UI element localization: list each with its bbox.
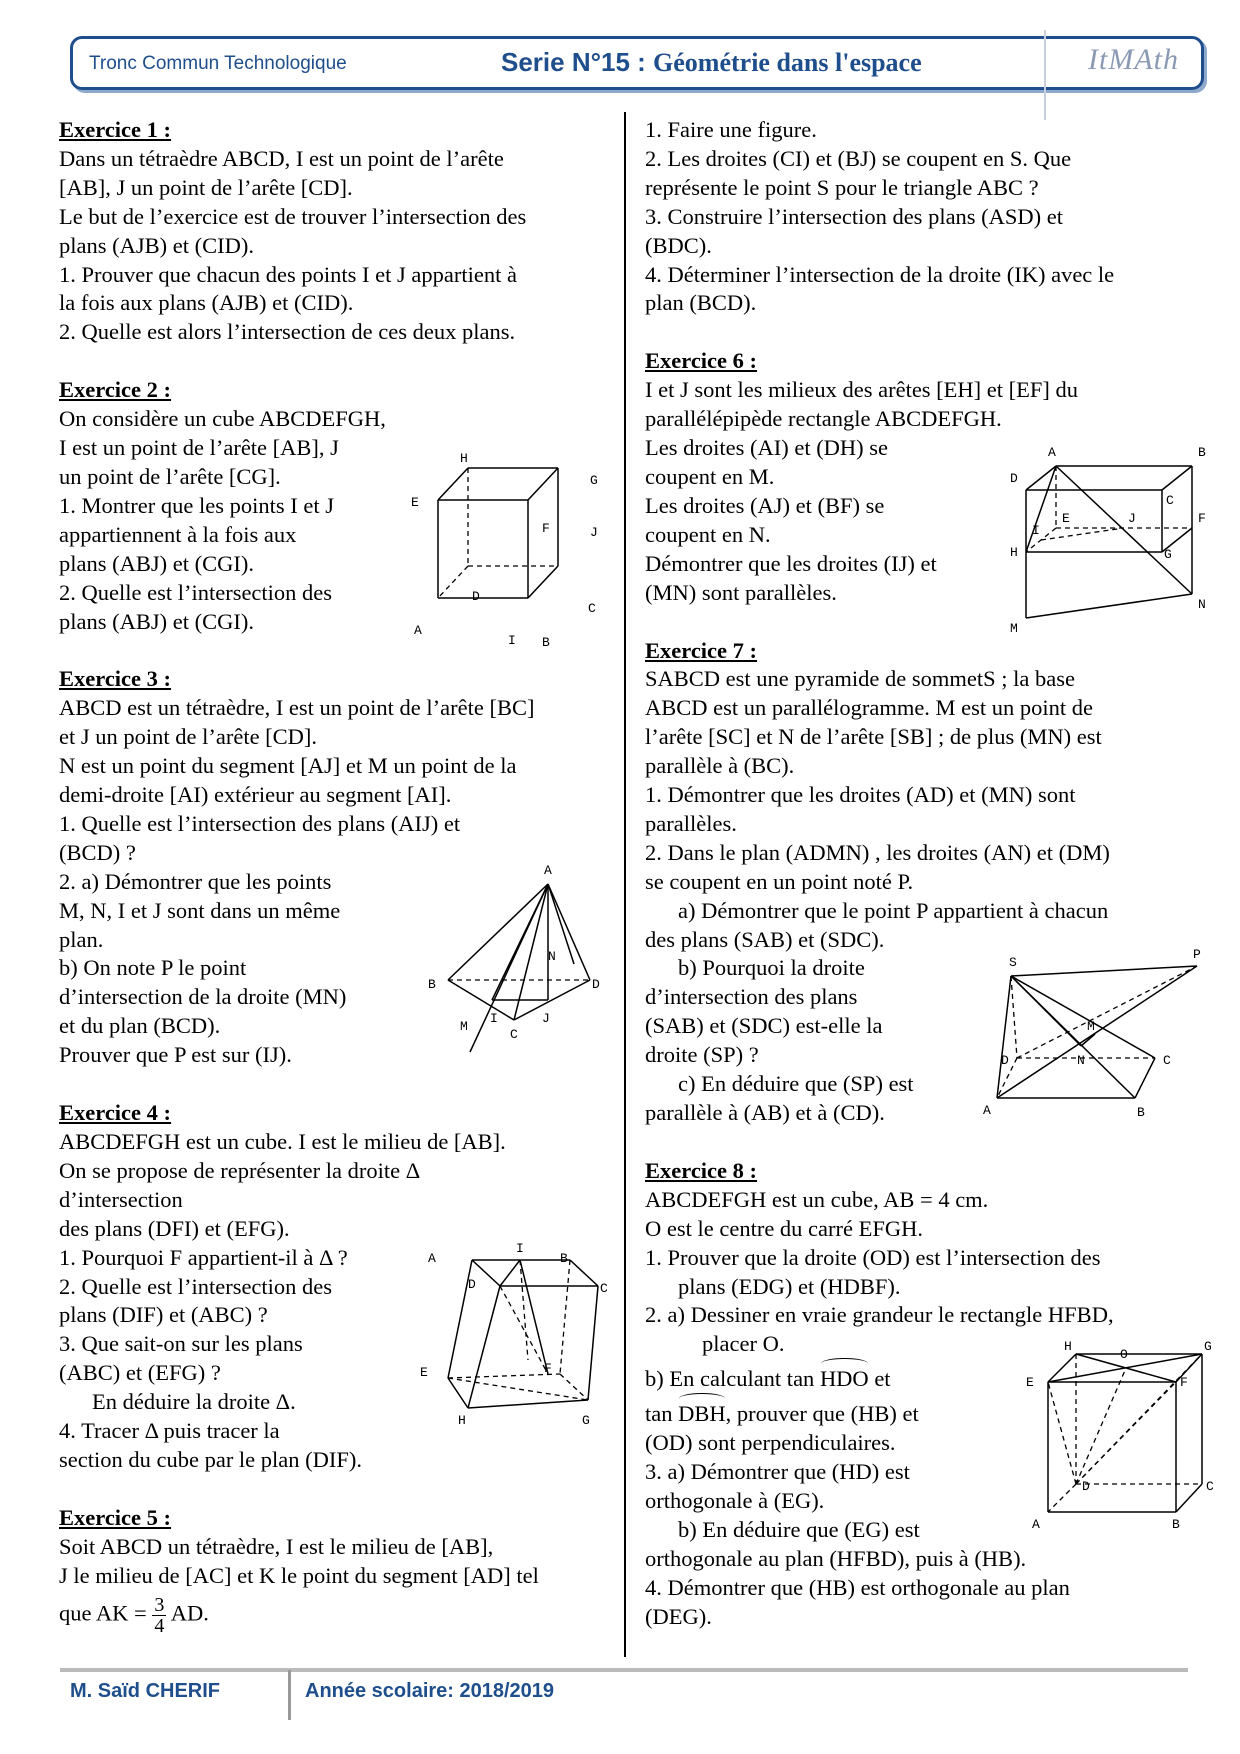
ex5-fraction: [152, 1595, 166, 1636]
ex3-line: Prouver que P est sur (IJ).: [59, 1042, 292, 1068]
ex8-cube-figure: [1020, 1340, 1220, 1540]
ex8-tan-prefix: tan: [645, 1401, 679, 1427]
label-h: H: [1010, 545, 1018, 560]
series-topic: Géométrie dans l'espace: [653, 48, 922, 77]
ex3-line: b) On note P le point: [59, 955, 247, 981]
label-f: F: [1198, 511, 1206, 526]
ex4-line: ABCDEFGH est un cube. I est le milieu de [AB].: [59, 1129, 506, 1154]
ex6-title: Exercice 6 :: [645, 348, 758, 374]
ex8-b-suffix: et: [868, 1366, 891, 1392]
label-d: D: [1082, 1479, 1090, 1494]
label-s: S: [1009, 955, 1017, 970]
ex5-line: Soit ABCD un tétraèdre, I est le milieu de [AB],: [59, 1533, 494, 1559]
ex3-line: (BCD) ?: [59, 839, 136, 865]
footer-separator: [288, 1670, 291, 1720]
ex4-line: (ABC) et (EFG) ?: [59, 1360, 221, 1386]
label-g: G: [1204, 1340, 1212, 1354]
ex5-cont-line: 4. Déterminer l’intersection de la droite (IK) avec le: [645, 261, 1115, 287]
label-a: A: [414, 623, 422, 638]
ex8-angle-dbh: DBH: [678, 1400, 726, 1429]
ex2-line: plans (ABJ) et (CGI).: [59, 550, 254, 576]
label-c: C: [1206, 1479, 1214, 1494]
ex7-line: SABCD est une pyramide de sommetS ; la base: [645, 666, 1075, 692]
ex3-title: Exercice 3 :: [59, 666, 172, 692]
ex4-line: 1. Pourquoi F appartient-il à Δ ?: [59, 1244, 348, 1270]
ex3-tetrahedron-figure: [420, 852, 620, 1062]
ex4-line: plans (DIF) et (ABC) ?: [59, 1302, 268, 1328]
ex3-line: d’intersection de la droite (MN): [59, 984, 347, 1010]
label-h: H: [458, 1413, 466, 1428]
ex7-c1: c) En déduire que (SP) est: [678, 1071, 914, 1097]
ex3-line: M, N, I et J sont dans un même: [59, 897, 341, 923]
ex5-cont-line: (BDC).: [645, 232, 712, 258]
series-number: Serie N°15 :: [501, 47, 654, 77]
label-j: J: [590, 525, 598, 540]
label-g: G: [590, 473, 598, 488]
ex6-line: parallélépipède rectangle ABCDEFGH.: [645, 406, 1002, 432]
level-label: Tronc Commun Technologique: [89, 53, 347, 74]
ex5-line: J le milieu de [AC] et K le point du segment [AD] tel: [59, 1562, 539, 1588]
ex7-b3: (SAB) et (SDC) est-elle la: [645, 1013, 883, 1039]
ex1-line: plans (AJB) et (CID).: [59, 232, 254, 258]
ex8-q2b: placer O.: [702, 1331, 785, 1357]
label-b: B: [428, 977, 436, 992]
label-d: D: [592, 977, 600, 992]
label-m: M: [460, 1019, 468, 1034]
ex4-line: On se propose de représenter la droite Δ: [59, 1157, 421, 1183]
ex4-line: 4. Tracer Δ puis tracer la: [59, 1418, 280, 1444]
label-e: E: [1062, 511, 1070, 526]
ex5-last-line: [59, 1595, 619, 1636]
label-i: I: [490, 1011, 498, 1026]
label-e: E: [411, 495, 419, 510]
label-n: N: [1198, 597, 1206, 612]
ex8-q3d: orthogonale au plan (HFBD), puis à (HB).: [645, 1545, 1027, 1571]
label-j: J: [542, 1011, 550, 1026]
ex7-a1: a) Démontrer que le point P appartient à chacun: [678, 897, 1109, 923]
ex2-line: 1. Montrer que les points I et J: [59, 492, 334, 518]
ex3-line: 1. Quelle est l’intersection des plans (AIJ) et: [59, 810, 461, 836]
label-b: B: [542, 635, 550, 650]
logo-decoration: [1044, 30, 1046, 120]
ex1-line: Dans un tétraèdre ABCD, I est un point de l’arête: [59, 145, 504, 171]
label-g: G: [1164, 547, 1172, 562]
label-j: J: [1128, 511, 1136, 526]
ex7-line: ABCD est un parallélogramme. M est un point de: [645, 695, 1094, 721]
ex6-parallelepiped-figure: [1000, 446, 1215, 636]
ex3-line: plan.: [59, 926, 104, 952]
ex8-q3a: 3. a) Démontrer que (HD) est: [645, 1458, 910, 1484]
ex5-cont-line: 3. Construire l’intersection des plans (ASD) et: [645, 203, 1064, 229]
label-a: A: [983, 1103, 991, 1118]
label-d: D: [468, 1277, 476, 1292]
label-a: A: [1032, 1517, 1040, 1532]
ex7-line: 1. Démontrer que les droites (AD) et (MN) sont: [645, 782, 1076, 808]
label-b: B: [1172, 1517, 1180, 1532]
ex8-line: ABCDEFGH est un cube, AB = 4 cm.: [645, 1186, 989, 1212]
ex1-line: la fois aux plans (AJB) et (CID).: [59, 290, 354, 316]
ex1-line: 2. Quelle est alors l’intersection de ces deux plans.: [59, 319, 516, 345]
ex2-line: On considère un cube ABCDEFGH,: [59, 406, 386, 432]
ex8-q2a: 2. a) Dessiner en vraie grandeur le rectangle HFBD,: [645, 1302, 1114, 1328]
ex3-line: 2. a) Démontrer que les points: [59, 868, 332, 894]
ex4-line: 2. Quelle est l’intersection des: [59, 1273, 333, 1299]
ex7-pyramid-figure: [975, 948, 1215, 1128]
ex7-line: se coupent en un point noté P.: [645, 868, 914, 894]
ex8-title: Exercice 8 :: [645, 1157, 758, 1183]
ex7-line: parallèles.: [645, 810, 737, 836]
ex7-b1: b) Pourquoi la droite: [678, 955, 865, 981]
ex2-line: 2. Quelle est l’intersection des: [59, 579, 333, 605]
ex6-line: coupent en M.: [645, 463, 775, 489]
ex6-line: Les droites (AI) et (DH) se: [645, 435, 889, 461]
ex5-cont-line: plan (BCD).: [645, 290, 757, 316]
ex3-line: et du plan (BCD).: [59, 1013, 221, 1039]
label-n: N: [548, 949, 556, 964]
label-b: B: [1137, 1105, 1145, 1120]
ex6-line: I et J sont les milieux des arêtes [EH] et [EF] du: [645, 377, 1079, 403]
ex4-line: En déduire la droite Δ.: [92, 1389, 296, 1415]
ex5-ak-prefix: que AK =: [59, 1600, 153, 1626]
label-c: C: [510, 1027, 518, 1042]
label-m: M: [1087, 1019, 1095, 1034]
ex2-line: plans (ABJ) et (CGI).: [59, 608, 254, 634]
page-header: [70, 36, 1204, 90]
ex4-line: 3. Que sait-on sur les plans: [59, 1331, 303, 1357]
ex2-line: un point de l’arête [CG].: [59, 463, 281, 489]
label-i: I: [516, 1241, 524, 1256]
ex2-title: Exercice 2 :: [59, 377, 172, 403]
ex8-angle-hdo: HDO: [820, 1365, 869, 1394]
label-i: I: [1032, 523, 1040, 538]
label-c: C: [588, 601, 596, 616]
ex7-b2: d’intersection des plans: [645, 984, 858, 1010]
label-d: D: [1010, 471, 1018, 486]
label-a: A: [1048, 446, 1056, 460]
ex3-line: et J un point de l’arête [CD].: [59, 724, 318, 750]
fraction-numerator: 3: [154, 1593, 165, 1616]
label-a: A: [544, 863, 552, 878]
ex4-line: des plans (DFI) et (EFG).: [59, 1215, 290, 1241]
ex8-q1b: plans (EDG) et (HDBF).: [678, 1273, 901, 1299]
ex7-title: Exercice 7 :: [645, 637, 758, 663]
ex8-q3c: b) En déduire que (EG) est: [678, 1516, 920, 1542]
ex7-b4: droite (SP) ?: [645, 1042, 759, 1068]
ex8-q1a: 1. Prouver que la droite (OD) est l’intersection des: [645, 1244, 1101, 1270]
ex8-od: (OD) sont perpendiculaires.: [645, 1430, 896, 1456]
ex8-b-prefix: b) En calculant tan: [645, 1366, 820, 1392]
ex8-line: O est le centre du carré EFGH.: [645, 1215, 924, 1241]
label-f: F: [544, 1361, 552, 1376]
label-f: F: [542, 521, 550, 536]
ex8-q4b: (DEG).: [645, 1603, 712, 1629]
ex5-title: Exercice 5 :: [59, 1504, 172, 1530]
ex6-line: coupent en N.: [645, 521, 771, 547]
label-c: C: [1163, 1053, 1171, 1068]
label-a: A: [428, 1251, 436, 1266]
ex2-line: I est un point de l’arête [AB], J: [59, 435, 339, 461]
logo: ItMAth: [1088, 43, 1179, 76]
ex5-cont-line: représente le point S pour le triangle ABC ?: [645, 174, 1039, 200]
ex6-line: Démontrer que les droites (IJ) et: [645, 550, 937, 576]
ex5-cont-line: 1. Faire une figure.: [645, 117, 817, 142]
ex3-line: demi-droite [AI) extérieur au segment [AI].: [59, 782, 452, 808]
fraction-denominator: 4: [154, 1614, 165, 1637]
ex4-title: Exercice 4 :: [59, 1100, 172, 1126]
ex8-q3b: orthogonale à (EG).: [645, 1487, 825, 1513]
label-d: D: [472, 589, 480, 604]
label-d: D: [1001, 1053, 1009, 1068]
ex1-title: Exercice 1 :: [59, 117, 172, 142]
ex7-c2: parallèle à (AB) et à (CD).: [645, 1100, 885, 1125]
ex1-line: 1. Prouver que chacun des points I et J appartient à: [59, 261, 517, 287]
label-c: C: [600, 1281, 608, 1296]
label-e: E: [1026, 1375, 1034, 1390]
column-separator: [624, 112, 626, 1657]
label-p: P: [1193, 948, 1201, 962]
ex3-line: ABCD est un tétraèdre, I est un point de l’arête [BC]: [59, 695, 535, 721]
label-b: B: [560, 1251, 568, 1266]
label-b: B: [1198, 446, 1206, 460]
ex2-line: appartiennent à la fois aux: [59, 521, 297, 547]
series-title: [501, 47, 922, 78]
footer-author: M. Saïd CHERIF: [70, 1680, 221, 1702]
ex3-line: N est un point du segment [AJ] et M un point de la: [59, 753, 517, 779]
label-c: C: [1166, 493, 1174, 508]
footer-school-year: Année scolaire: 2018/2019: [305, 1680, 555, 1702]
ex6-line: (MN) sont parallèles.: [645, 579, 837, 605]
ex1-line: Le but de l’exercice est de trouver l’intersection des: [59, 203, 527, 229]
ex4-line: d’intersection: [59, 1186, 183, 1212]
ex4-cube-figure: [420, 1240, 620, 1430]
label-n: N: [1077, 1053, 1085, 1068]
label-h: H: [1064, 1340, 1072, 1354]
footer-divider: [60, 1668, 1188, 1672]
label-o: O: [1120, 1347, 1128, 1362]
ex2-cube-figure: [408, 448, 608, 658]
ex5-cont-line: 2. Les droites (CI) et (BJ) se coupent en S. Que: [645, 145, 1072, 171]
ex1-line: [AB], J un point de l’arête [CD].: [59, 174, 353, 200]
label-m: M: [1010, 621, 1018, 636]
ex4-line: section du cube par le plan (DIF).: [59, 1446, 363, 1472]
ex6-line: Les droites (AJ) et (BF) se: [645, 492, 885, 518]
label-g: G: [582, 1413, 590, 1428]
label-i: I: [508, 633, 516, 648]
ex8-q4a: 4. Démontrer que (HB) est orthogonale au plan: [645, 1574, 1070, 1600]
label-h: H: [460, 451, 468, 466]
ex5-ak-suffix: AD.: [166, 1600, 209, 1626]
ex7-line: l’arête [SC] et N de l’arête [SB] ; de plus (MN) est: [645, 724, 1102, 750]
ex8-tan-suffix: , prouver que (HB) et: [725, 1401, 919, 1427]
label-e: E: [420, 1365, 428, 1380]
label-f: F: [1180, 1375, 1188, 1390]
ex7-line: parallèle à (BC).: [645, 753, 795, 779]
ex7-line: 2. Dans le plan (ADMN) , les droites (AN) et (DM): [645, 839, 1110, 865]
ex7-a2: des plans (SAB) et (SDC).: [645, 926, 885, 952]
